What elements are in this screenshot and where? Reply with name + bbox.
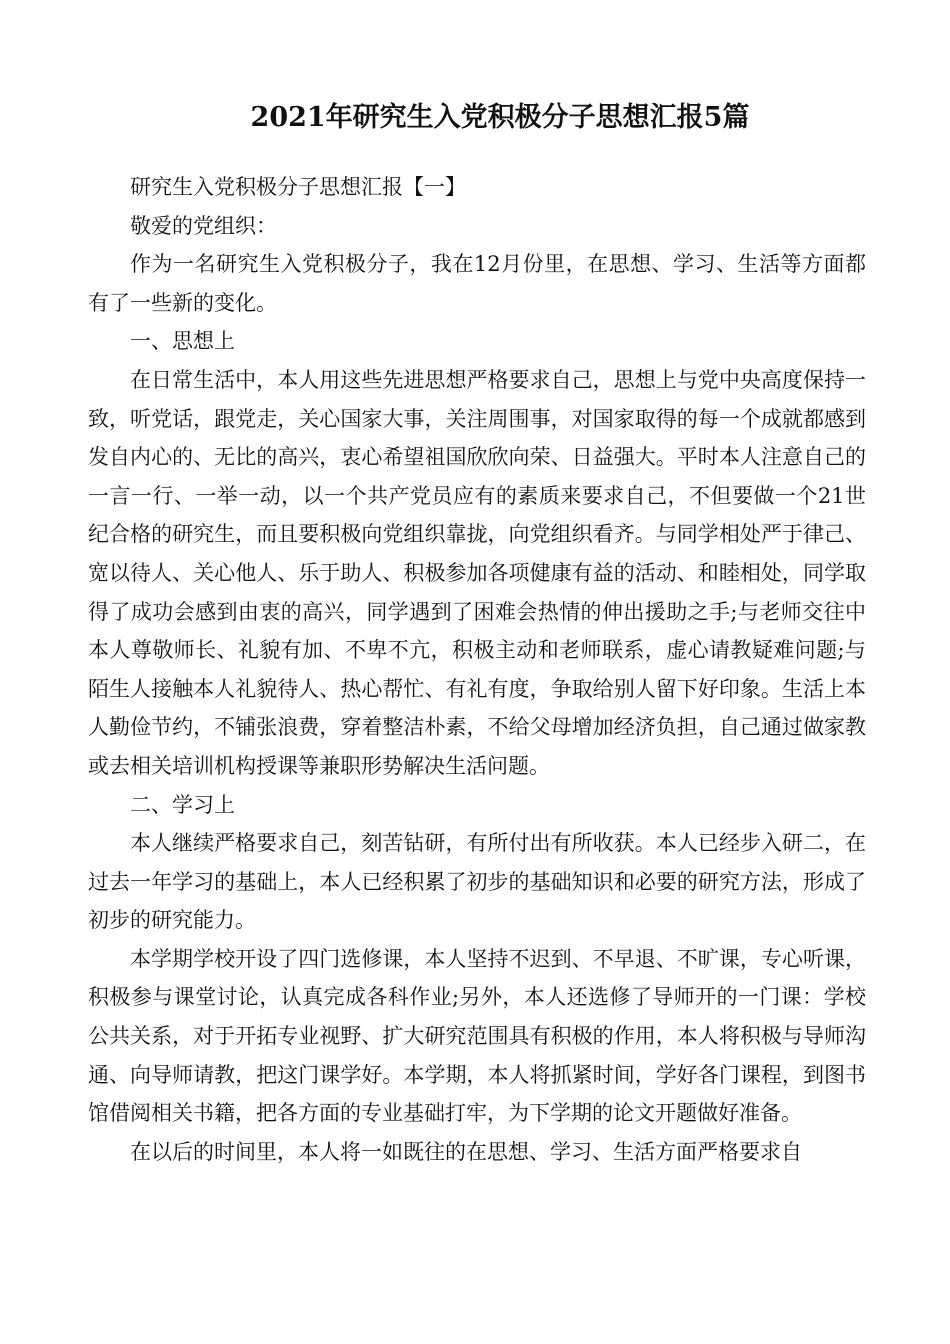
document-title: 2021年研究生入党积极分子思想汇报5篇	[250, 102, 750, 133]
thought-paragraph: 在日常生活中，本人用这些先进思想严格要求自己，思想上与党中央高度保持一致，听党话，跟党走，关心国家大事，关注周围事，对国家取得的每一个成就都感到发自内心的、无比的高兴，衷心希望祖国欣欣向荣、日益强大。平时本人注意自己的一言一行、一举一动，以一个共产党员应有的素质来要求自己，不但要做一个21世纪合格的研究生，而且要积极向党组织靠拢，向党组织看齐。与同学相处严于律己、宽以待人、关心他人、乐于助人、积极参加各项健康有益的活动、和睦相处，同学取得了成功会感到由衷的高兴，同学遇到了困难会热情的伸出援助之手;与老师交往中本人尊敬师长、礼貌有加、不卑不亢，积极主动和老师联系，虚心请教疑难问题;与陌生人接触本人礼貌待人、热心帮忙、有礼有度，争取给别人留下好印象。生活上本人勤俭节约，不铺张浪费，穿着整洁朴素，不给父母增加经济负担，自己通过做家教或去相关培训机构授课等兼职形势解决生活问题。	[88, 367, 866, 778]
salutation: 敬爱的党组织：	[130, 213, 277, 238]
document-page	[88, 90, 866, 1171]
intro-paragraph: 作为一名研究生入党积极分子，我在12月份里，在思想、学习、生活等方面都有了一些新的变化。	[88, 252, 866, 315]
study-paragraph-1: 本人继续严格要求自己，刻苦钻研，有所付出有所收获。本人已经步入研二，在过去一年学习的基础上，本人已经积累了初步的基础知识和必要的研究方法，形成了初步的研究能力。	[88, 831, 866, 933]
study-paragraph-2: 本学期学校开设了四门选修课，本人坚持不迟到、不早退、不旷课，专心听课，积极参与课堂讨论，认真完成各科作业;另外，本人还选修了导师开的一门课：学校公共关系，对于开拓专业视野、扩大研究范围具有积极的作用，本人将积极与导师沟通、向导师请教，把这门课学好。本学期，本人将抓紧时间，学好各门课程，到图书馆借阅相关书籍，把各方面的专业基础打牢，为下学期的论文开题做好准备。	[88, 946, 866, 1126]
closing-paragraph: 在以后的时间里，本人将一如既往的在思想、学习、生活方面严格要求自	[130, 1139, 802, 1164]
section-heading-report-one: 研究生入党积极分子思想汇报【一】	[130, 175, 466, 199]
section-heading-study: 二、学习上	[130, 792, 235, 817]
section-heading-thought: 一、思想上	[130, 329, 235, 354]
